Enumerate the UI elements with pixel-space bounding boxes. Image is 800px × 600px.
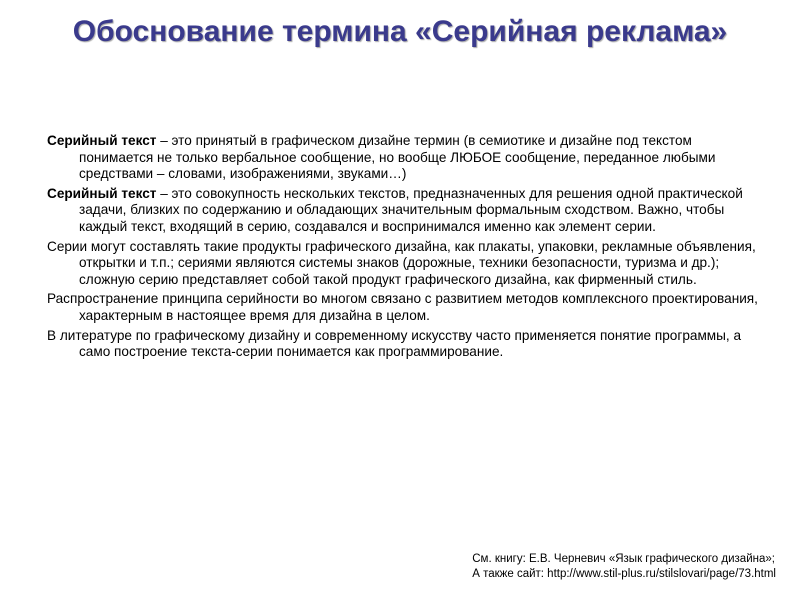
- slide-body: [47, 133, 767, 364]
- slide-title: Обоснование термина «Серийная реклама»: [72, 15, 728, 48]
- paragraph-serial-text-definition: [47, 133, 767, 183]
- paragraph-serial-text-collection: [47, 186, 767, 236]
- source-reference: [472, 552, 776, 582]
- paragraph-seriality-principle: Распространение принципа серийности во многом связано с развитием методов комплексного проектирования, характерным в настоящее время для дизайна в целом.: [47, 291, 758, 323]
- paragraph-text: – это принятый в графическом дизайне термин (в семиотике и дизайне под текстом понимается не только вербальное сообщение, но вообще ЛЮБОЕ сообщение, переданное любыми средствами – словами, изображениями, звуками…): [79, 133, 716, 182]
- paragraph-programming-concept: В литературе по графическому дизайну и современному искусству часто применяется понятие программы, а само построение текста-серии понимается как программирование.: [47, 327, 742, 360]
- paragraph-text: – это совокупность нескольких текстов, предназначенных для решения одной практической задачи, близких по содержанию и обладающих значительным формальным сходством. Важно, чтобы каждый текст, входящий в серию, создавался и воспринимался именно как элемент серии.: [79, 185, 743, 234]
- term-label: Серийный текст: [47, 133, 157, 148]
- site-reference: А также сайт: http://www.stil-plus.ru/stilslovari/page/73.html: [472, 568, 776, 580]
- term-label: Серийный текст: [47, 185, 157, 201]
- book-reference: См. книгу: Е.В. Черневич «Язык графического дизайна»;: [472, 553, 775, 565]
- paragraph-series-products: Серии могут составлять такие продукты графического дизайна, как плакаты, упаковки, рекламные объявления, открытки и т.п.; сериями являются системы знаков (дорожные, техники безопасности, туризма и др.); сложную серию представляет собой такой продукт графического дизайна, как фирменный стиль.: [47, 238, 756, 287]
